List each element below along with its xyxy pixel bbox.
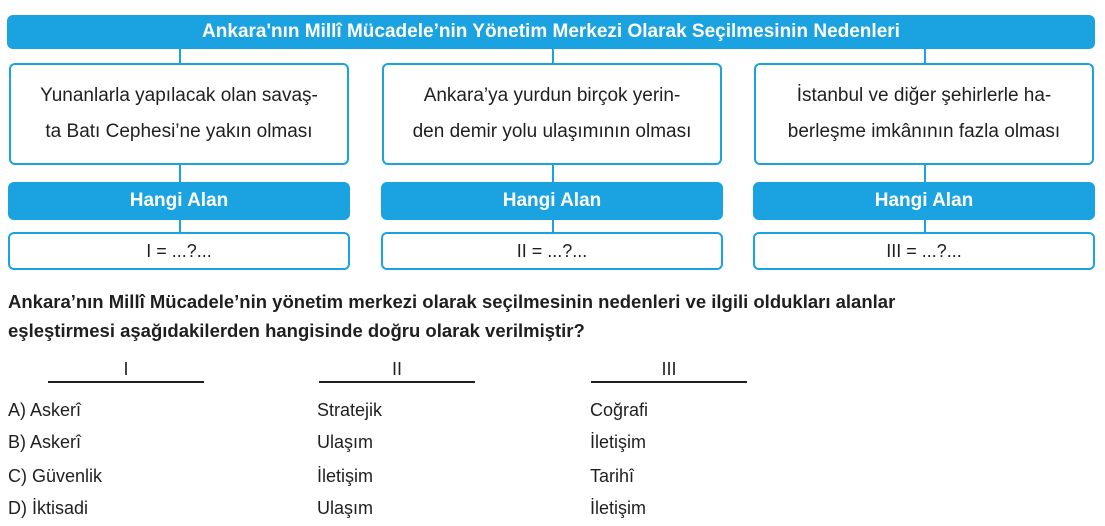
answer-box-3: III = ...?... [753, 232, 1095, 270]
option-d-col3: İletişim [590, 498, 647, 518]
column-header-III: III [591, 359, 747, 383]
column-header-II: II [319, 359, 475, 383]
connector-line [552, 220, 554, 232]
question-line-1: Ankara’nın Millî Mücadele’nin yönetim merkezi olarak seçilmesinin nedenleri ve ilgili oldukları alanlar [8, 291, 896, 312]
reason-text-line: berleşme imkânının fazla olması [787, 121, 1061, 142]
connector-line [179, 220, 181, 232]
connector-line [179, 49, 181, 63]
option-c-col3: Tarihî [590, 466, 635, 486]
connector-line [552, 165, 554, 182]
option-b-col2: Ulaşım [317, 432, 374, 452]
answer-box-1: I = ...?... [8, 232, 350, 270]
reason-box-1 [9, 63, 349, 165]
option-a-col2: Stratejik [317, 400, 383, 420]
area-header-2: Hangi Alan [381, 182, 723, 220]
area-header-1: Hangi Alan [8, 182, 350, 220]
connector-line [924, 220, 926, 232]
option-b-col1[interactable]: B) Askerî [8, 432, 82, 452]
option-b-col3: İletişim [590, 432, 647, 452]
reason-text-line: ta Batı Cephesi’ne yakın olması [45, 121, 313, 142]
reason-text-line: İstanbul ve diğer şehirlerle ha- [796, 85, 1052, 106]
question-line-2: eşleştirmesi aşağıdakilerden hangisinde doğru olarak verilmiştir? [8, 320, 585, 341]
option-d-col1[interactable]: D) İktisadi [8, 498, 89, 518]
question-text [8, 287, 1098, 345]
connector-line [179, 165, 181, 182]
reason-box-3 [754, 63, 1094, 165]
reason-text-line: Ankara’ya yurdun birçok yerin- [423, 85, 681, 106]
reason-box-2 [382, 63, 722, 165]
diagram-title: Ankara'nın Millî Mücadele’nin Yönetim Merkezi Olarak Seçilmesinin Nedenleri [7, 15, 1095, 49]
connector-line [552, 49, 554, 63]
answer-box-2: II = ...?... [381, 232, 723, 270]
option-c-col2: İletişim [317, 466, 374, 486]
connector-line [924, 165, 926, 182]
column-header-I: I [48, 359, 204, 383]
option-a-col1[interactable]: A) Askerî [8, 400, 82, 420]
option-c-col1[interactable]: C) Güvenlik [8, 466, 103, 486]
connector-line [924, 49, 926, 63]
option-d-col2: Ulaşım [317, 498, 374, 518]
reason-text-line: den demir yolu ulaşımının olması [412, 121, 692, 142]
reason-text-line: Yunanlarla yapılacak olan savaş- [40, 85, 318, 106]
option-a-col3: Coğrafi [590, 400, 649, 420]
area-header-3: Hangi Alan [753, 182, 1095, 220]
